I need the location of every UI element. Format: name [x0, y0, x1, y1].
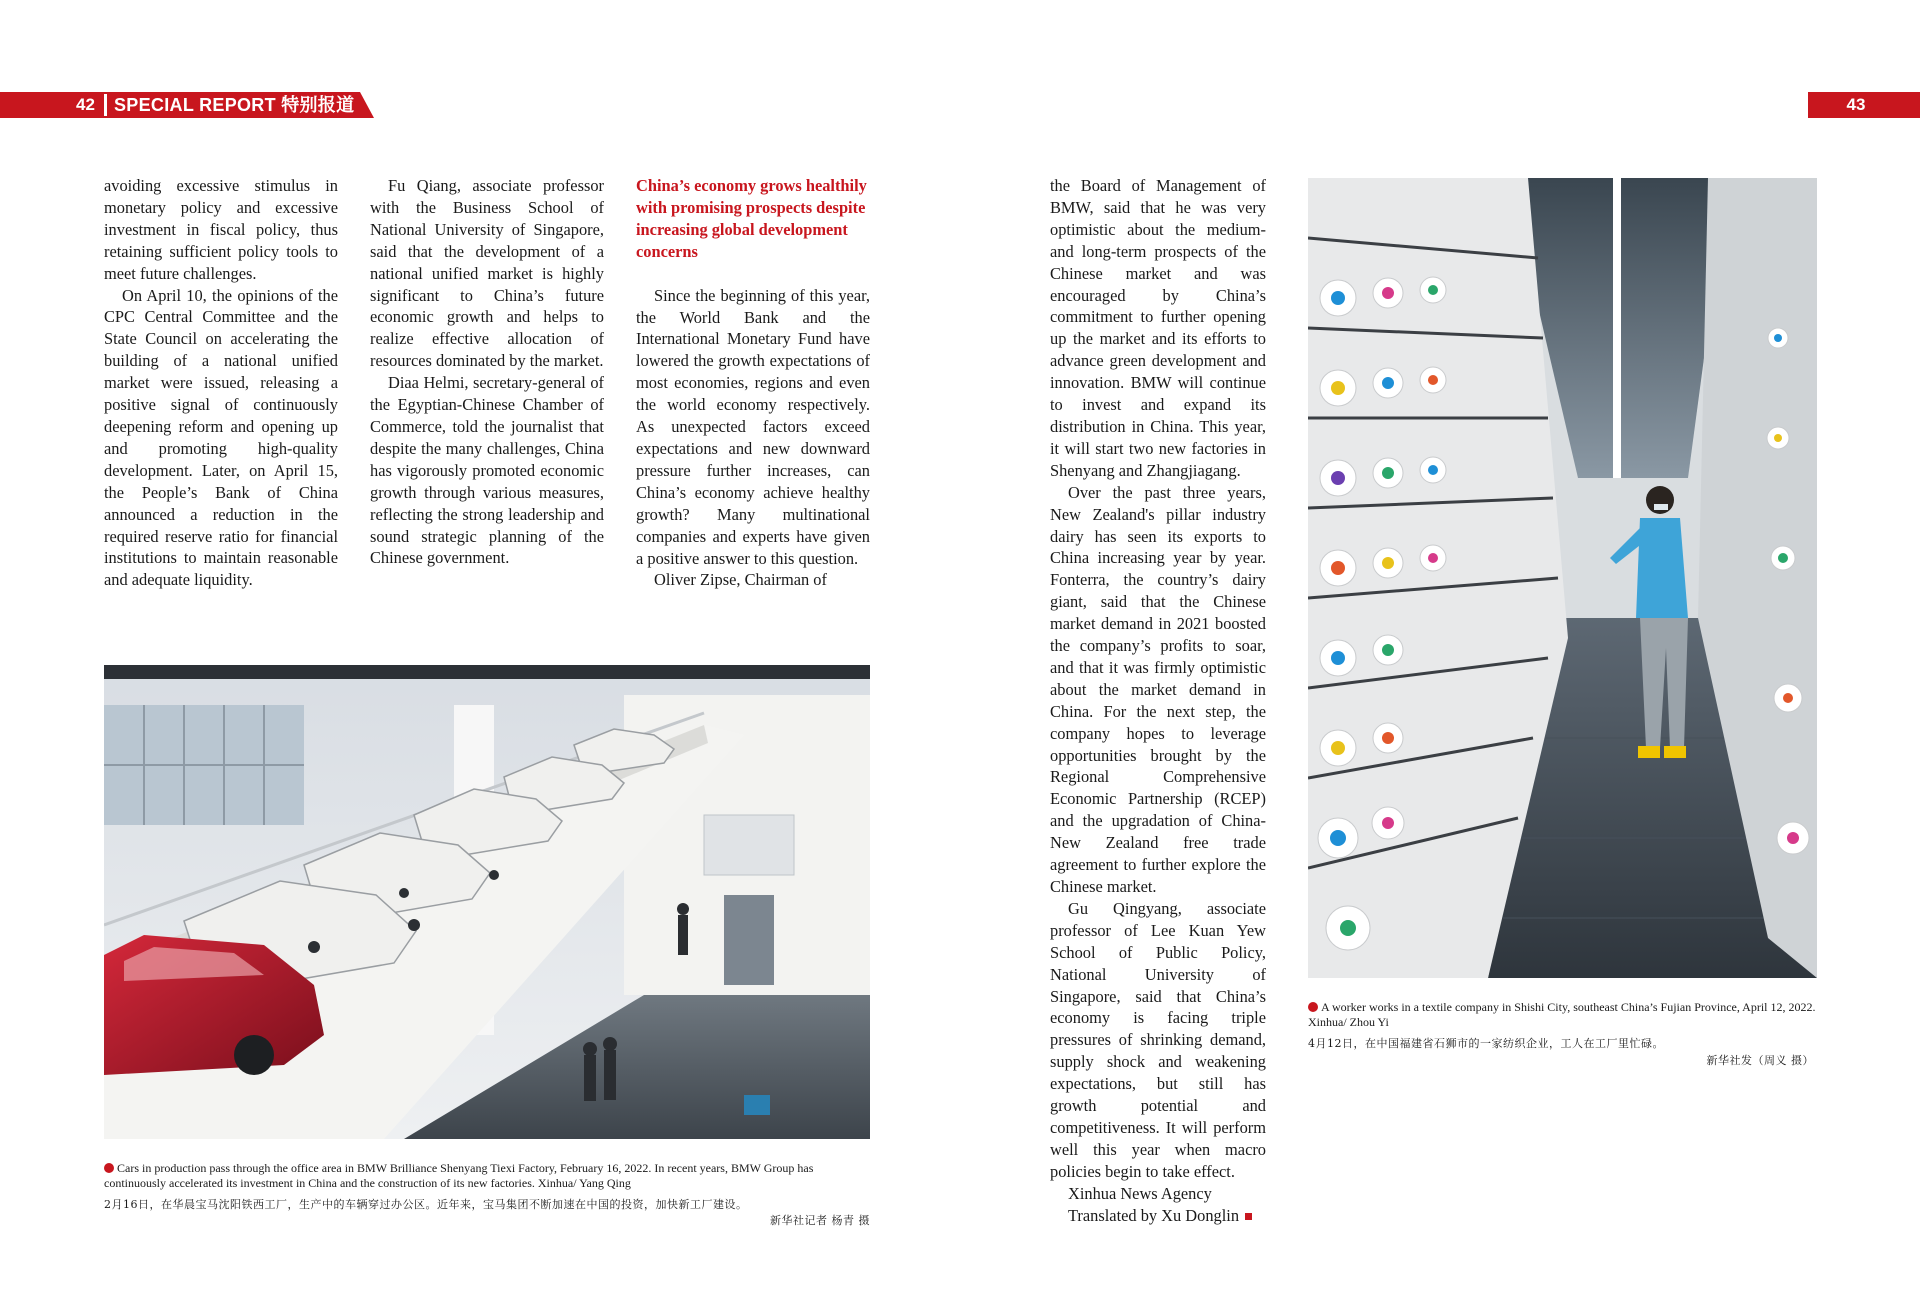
article-column-2 — [370, 175, 604, 569]
paragraph: the Board of Management of BMW, said that he was very optimistic about the medium- and long-term prospects of the Chinese market and was encouraged by China’s commitment to further opening up the market and its efforts to advance green development and innovation. BMW will continue to invest and expand its distribution in China. This year, it will start two new factories in Shenyang and Zhangjiagang. — [1050, 176, 1266, 480]
paragraph: Over the past three years, New Zealand's pillar industry dairy has seen its exports to China increasing year by year. Fonterra, the country’s dairy giant, said that the Chinese market demand in 2021 boosted the company’s profits to soar, and that it was firmly optimistic about the market demand in China. For the next step, the company hopes to leverage opportunities brought by the Regional Comprehensive Economic Partnership (RCEP) and the upgradation of China-New Zealand free trade agreement to further explore the Chinese market. — [1050, 482, 1266, 896]
paragraph: On April 10, the opinions of the CPC Central Committee and the State Council on accelerating the building of a national unified market were issued, releasing a positive signal of continuously deepening reform and opening up and promoting high-quality development. Later, on April 15, the People’s Bank of China announced a reduction in the required reserve ratio for financial institutions to maintain reasonable and adequate liquidity. — [104, 285, 338, 590]
article-subheading: China’s economy grows healthily with promising prospects despite increasing global development concerns — [636, 176, 867, 261]
paragraph: Gu Qingyang, associate professor of Lee Kuan Yew School of Public Policy, National University of Singapore, said that China’s economy is facing triple pressures of shrinking demand, supply shock and weakening expectations, but still has growth potential and competitiveness. It will perform well this year when macro policies begin to take effect. — [1050, 898, 1266, 1181]
article-column-1 — [104, 175, 338, 591]
byline-agency: Xinhua News Agency — [1068, 1183, 1212, 1203]
left-page-number: 42 — [76, 95, 95, 114]
textile-photo-caption — [1308, 1000, 1820, 1030]
textile-photo-caption-chinese: 4月12日，在中国福建省石狮市的一家纺织企业，工人在工厂里忙碌。 — [1308, 1037, 1664, 1050]
factory-photo-credit: 新华社记者 杨青 摄 — [770, 1214, 870, 1227]
header-divider — [104, 94, 107, 116]
camera-bullet-icon — [104, 1163, 114, 1173]
factory-photo — [104, 665, 870, 1139]
byline-translator — [1050, 1205, 1266, 1227]
end-mark-icon — [1245, 1213, 1252, 1220]
camera-bullet-icon — [1308, 1002, 1318, 1012]
paragraph: Oliver Zipse, Chairman of — [654, 570, 827, 590]
right-page-number: 43 — [1846, 95, 1866, 114]
paragraph: Since the beginning of this year, the World Bank and the International Monetary Fund have lowered the growth expectations of most economies, regions and even the world economy respectively. As unexpected factors exceed expectations and new downward pressure further increases, can China’s economy achieve healthy growth? Many multinational companies and experts have given a positive answer to this question. — [636, 285, 870, 568]
article-column-4 — [1050, 175, 1266, 1227]
factory-photo-illustration — [104, 665, 870, 1139]
article-column-3 — [636, 175, 870, 591]
textile-photo — [1308, 178, 1817, 978]
paragraph: Fu Qiang, associate professor with the Business School of National University of Singapore, said that the development of a national unified market is highly significant to China’s future economic growth and helps to realize effective allocation of resources dominated by the market. — [370, 176, 604, 371]
paragraph: avoiding excessive stimulus in monetary policy and excessive investment in fiscal policy, thus retaining sufficient policy tools to meet future challenges. — [104, 176, 338, 283]
textile-photo-illustration — [1308, 178, 1817, 978]
section-title: SPECIAL REPORT 特别报道 — [114, 95, 355, 115]
caption-english: A worker works in a textile company in Shishi City, southeast China’s Fujian Province, April 12, 2022. Xinhua/ Zhou Yi — [1308, 1000, 1816, 1029]
factory-photo-caption-chinese: 2月16日，在华晨宝马沈阳铁西工厂，生产中的车辆穿过办公区。近年来，宝马集团不断加速在中国的投资，加快新工厂建设。 — [104, 1198, 748, 1211]
translator-text: Translated by Xu Donglin — [1068, 1205, 1240, 1225]
caption-english: Cars in production pass through the office area in BMW Brilliance Shenyang Tiexi Factory, February 16, 2022. In recent years, BMW Group has continuously accelerated its investment in China and the construction of its new factories. Xinhua/ Yang Qing — [104, 1161, 814, 1190]
textile-photo-credit: 新华社发（周义 摄） — [1706, 1054, 1814, 1067]
paragraph: Diaa Helmi, secretary-general of the Egyptian-Chinese Chamber of Commerce, told the journalist that despite the many challenges, China has vigorously promoted economic growth through various measures, reflecting the strong leadership and sound strategic planning of the Chinese government. — [370, 373, 604, 568]
factory-photo-caption — [104, 1161, 872, 1191]
